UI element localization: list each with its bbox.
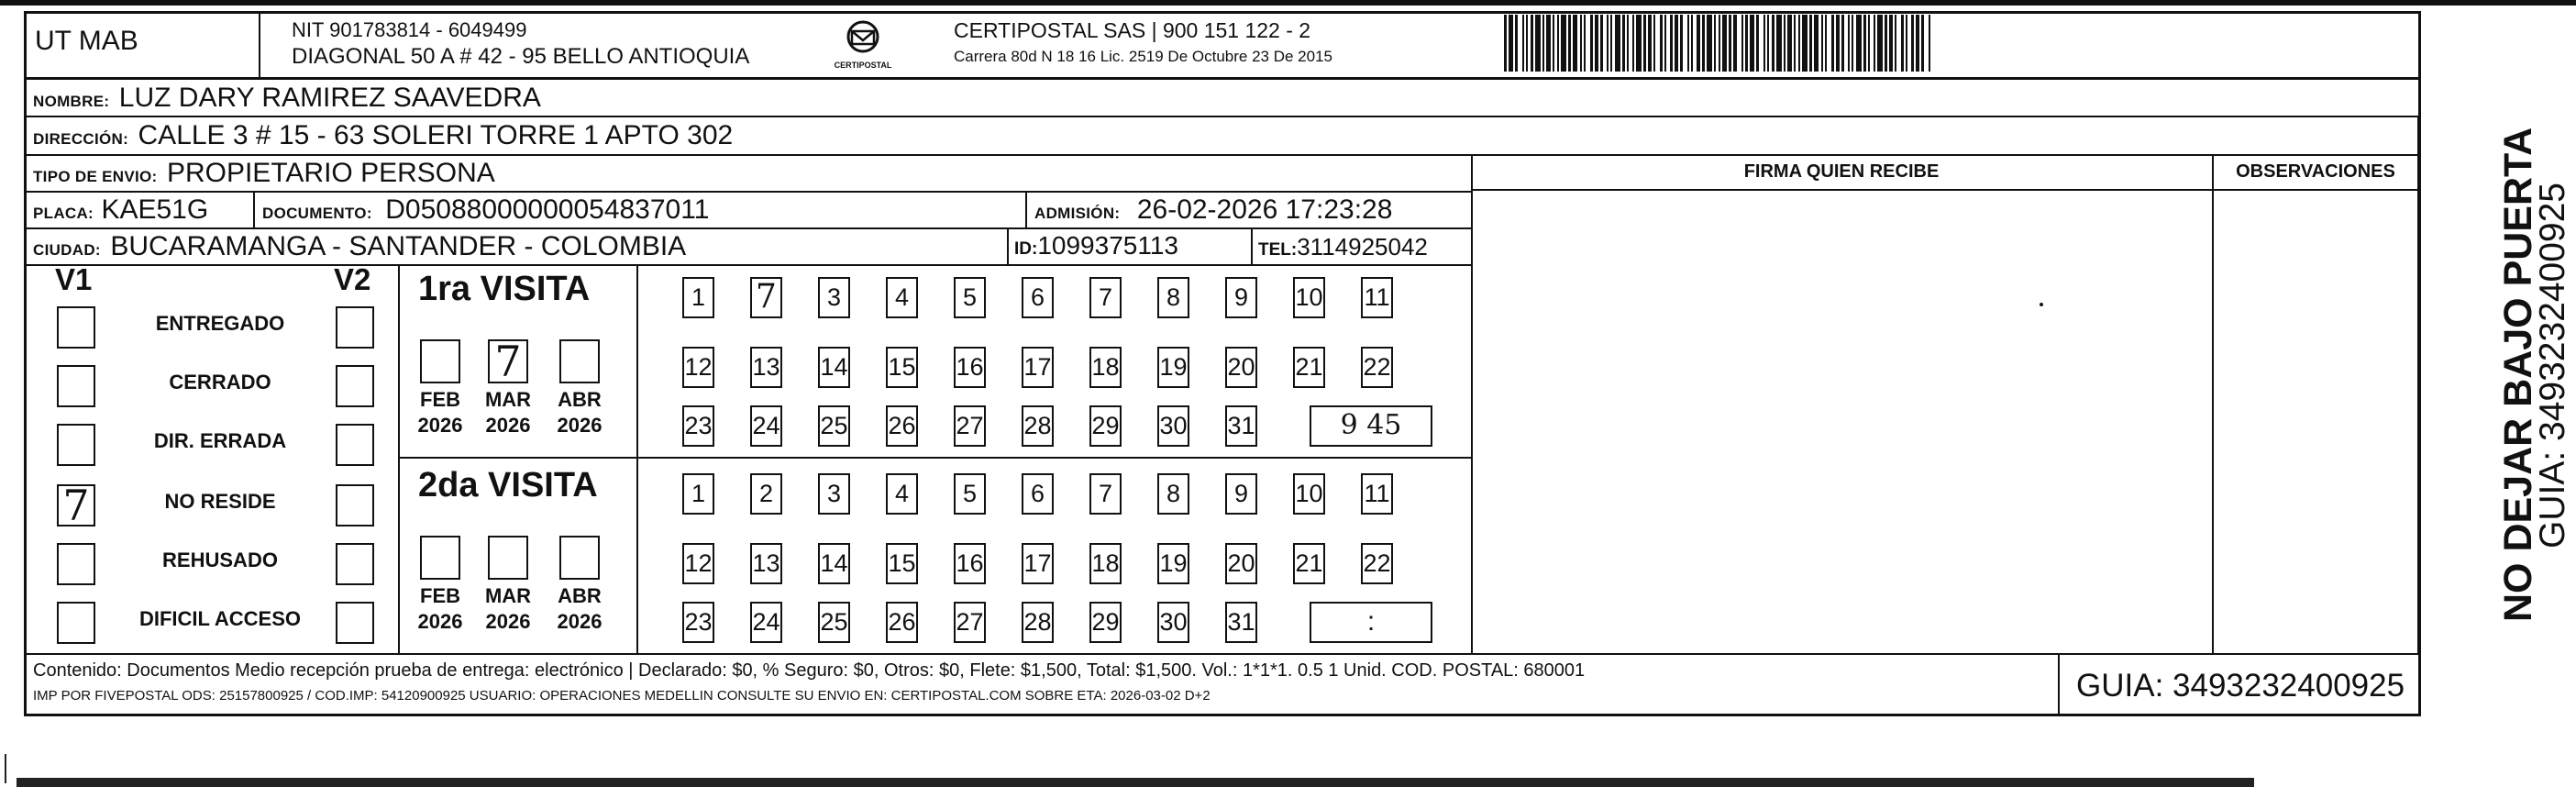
day-box[interactable]: 4 <box>886 473 918 515</box>
admission-divider <box>1025 191 1027 227</box>
bottom-border-strip <box>17 778 2254 787</box>
day-box[interactable]: 10 <box>1293 473 1325 515</box>
day-box[interactable]: 2 <box>750 473 782 515</box>
status-option-label: DIFICIL ACCESO <box>138 607 301 630</box>
day-box[interactable]: 24 <box>750 405 782 447</box>
day-box[interactable]: 28 <box>1022 602 1054 643</box>
v2-checkbox[interactable] <box>336 424 374 466</box>
certipostal-logo <box>830 17 896 73</box>
month-label: ABR <box>558 584 602 607</box>
day-box[interactable]: 22 <box>1361 543 1393 584</box>
day-box[interactable]: 7 <box>1089 277 1122 318</box>
day-box[interactable]: 6 <box>1022 277 1054 318</box>
day-box[interactable]: 16 <box>954 347 986 388</box>
v1-checkbox[interactable] <box>57 306 95 349</box>
v1-heading: V1 <box>55 262 93 296</box>
day-box[interactable]: 27 <box>954 405 986 447</box>
day-box[interactable]: 3 <box>818 277 850 318</box>
shipment-type: PROPIETARIO PERSONA <box>166 158 495 188</box>
visit-time-box[interactable]: : <box>1310 602 1432 643</box>
footer-print-line: IMP POR FIVEPOSTAL ODS: 25157800925 / COD.IMP: 54120900925 USUARIO: OPERACIONES MEDELLIN CONSULTE SU ENVIO EN: CERTIPOSTAL.COM SOBRE ETA: 2026-03-02 D+2 <box>33 688 1211 704</box>
month-year-label: 2026 <box>417 610 463 633</box>
day-box[interactable]: 14 <box>818 347 850 388</box>
month-checkbox[interactable] <box>559 536 600 580</box>
id-field <box>1014 231 1178 260</box>
day-box[interactable]: 7 <box>1089 473 1122 515</box>
day-box[interactable]: 21 <box>1293 543 1325 584</box>
day-box[interactable]: 1 <box>682 473 714 515</box>
footer-content-line: Contenido: Documentos Medio recepción prueba de entrega: electrónico | Declarado: $0, % Seguro: $0, Otros: $0, Flete: $1,500, Total: $1,500. Vol.: 1*1*1. 0.5 1 Unid. COD. POSTAL: 680001 <box>33 660 1586 681</box>
day-box[interactable]: 1 <box>682 277 714 318</box>
v1-checkbox[interactable] <box>57 481 95 530</box>
id-value: 1099375113 <box>1037 231 1178 260</box>
sender-nit: NIT 901783814 - 6049499 <box>292 18 527 41</box>
month-checkbox[interactable] <box>488 337 528 386</box>
document-field <box>262 194 709 226</box>
recipient-name: LUZ DARY RAMIREZ SAAVEDRA <box>118 83 541 113</box>
type-label: TIPO DE ENVIO: <box>33 168 158 185</box>
day-box[interactable]: 8 <box>1157 473 1189 515</box>
month-checkbox[interactable] <box>420 339 460 383</box>
tel-value: 3114925042 <box>1297 233 1428 260</box>
day-box[interactable]: 31 <box>1225 405 1257 447</box>
day-box[interactable]: 3 <box>818 473 850 515</box>
day-box[interactable]: 11 <box>1361 473 1393 515</box>
day-box[interactable]: 19 <box>1157 543 1189 584</box>
signature-left-rule <box>1471 154 1473 653</box>
v2-checkbox[interactable] <box>336 602 374 644</box>
day-box[interactable]: 9 <box>1225 277 1257 318</box>
no-dejar-warning: NO DEJAR BAJO PUERTA <box>2496 127 2540 622</box>
month-checkbox[interactable] <box>559 339 600 383</box>
footer-guia-divider <box>2058 653 2060 715</box>
visit-2-title: 2da VISITA <box>418 466 598 504</box>
v1-checkbox[interactable] <box>57 424 95 466</box>
city-value: BUCARAMANGA - SANTANDER - COLOMBIA <box>110 231 687 261</box>
day-box[interactable]: 17 <box>1022 543 1054 584</box>
tel-label: TEL: <box>1258 240 1298 260</box>
day-box[interactable]: 15 <box>886 543 918 584</box>
day-box[interactable]: 13 <box>750 347 782 388</box>
row-rule-3 <box>24 191 1473 193</box>
day-box[interactable]: 14 <box>818 543 850 584</box>
address-row <box>33 120 733 151</box>
day-box[interactable]: 30 <box>1157 405 1189 447</box>
day-box[interactable]: 12 <box>682 347 714 388</box>
document-value: D05088000000054837011 <box>385 194 710 225</box>
month-year-label: 2026 <box>417 414 463 437</box>
month-year-label: 2026 <box>485 610 531 633</box>
status-option-label: DIR. ERRADA <box>153 429 287 452</box>
logo-wordmark: CERTIPOSTAL <box>834 61 892 70</box>
header-bottom-rule <box>24 77 2421 80</box>
footer-guia: GUIA: 3493232400925 <box>2076 668 2405 704</box>
v2-checkbox[interactable] <box>336 484 374 526</box>
barcode <box>1504 15 2238 72</box>
day-box[interactable]: 15 <box>886 347 918 388</box>
plate-value: KAE51G <box>101 194 209 225</box>
day-box[interactable]: 22 <box>1361 347 1393 388</box>
day-box[interactable]: 25 <box>818 405 850 447</box>
month-label: ABR <box>558 388 602 411</box>
side-panel-rule <box>2417 116 2419 653</box>
day-box[interactable]: 27 <box>954 602 986 643</box>
month-label: MAR <box>484 388 532 411</box>
status-right-rule <box>398 264 400 653</box>
day-box[interactable]: 18 <box>1089 347 1122 388</box>
observations-left-rule <box>2212 154 2214 653</box>
v2-heading: V2 <box>334 262 371 296</box>
type-row <box>33 158 495 189</box>
day-box[interactable]: 19 <box>1157 347 1189 388</box>
observations-header: OBSERVACIONES <box>2236 161 2395 182</box>
day-box[interactable]: 20 <box>1225 347 1257 388</box>
day-box[interactable]: 18 <box>1089 543 1122 584</box>
day-box[interactable]: 29 <box>1089 405 1122 447</box>
envelope-logo-icon <box>830 17 896 73</box>
carrier-license: Carrera 80d N 18 16 Lic. 2519 De Octubre 23 De 2015 <box>954 48 1332 65</box>
month-year-label: 2026 <box>557 610 603 633</box>
v2-checkbox[interactable] <box>336 365 374 407</box>
admission-label: ADMISIÓN: <box>1034 205 1121 222</box>
side-guia: GUIA: 3493232400925 <box>2533 183 2572 549</box>
margin-tick <box>5 754 6 783</box>
month-label: MAR <box>484 584 532 607</box>
day-box[interactable]: 4 <box>886 277 918 318</box>
month-checkbox[interactable] <box>488 536 528 580</box>
admission-value: 26-02-2026 17:23:28 <box>1136 194 1393 225</box>
row-rule-2 <box>24 154 2421 156</box>
day-box[interactable]: 29 <box>1089 602 1122 643</box>
v2-checkbox[interactable] <box>336 543 374 585</box>
day-box[interactable]: 25 <box>818 602 850 643</box>
footer-top-rule <box>24 653 2421 655</box>
month-checkbox[interactable] <box>420 536 460 580</box>
day-box[interactable]: 17 <box>1022 347 1054 388</box>
visit-1-title: 1ra VISITA <box>418 270 591 308</box>
month-year-label: 2026 <box>557 414 603 437</box>
plate-label: PLACA: <box>33 205 94 222</box>
city-field <box>33 231 686 262</box>
status-option-label: CERRADO <box>169 371 271 393</box>
company-name: UT MAB <box>35 26 138 56</box>
day-box[interactable]: 23 <box>682 602 714 643</box>
day-box[interactable]: 23 <box>682 405 714 447</box>
status-option-label: ENTREGADO <box>155 312 285 335</box>
day-box[interactable]: 6 <box>1022 473 1054 515</box>
address-label: DIRECCIÓN: <box>33 130 129 148</box>
admission-field <box>1034 194 1392 226</box>
stray-dot <box>2040 303 2043 306</box>
tel-divider <box>1251 227 1253 264</box>
day-box[interactable]: 30 <box>1157 602 1189 643</box>
day-box[interactable]: 26 <box>886 405 918 447</box>
day-box[interactable]: 11 <box>1361 277 1393 318</box>
month-year-label: 2026 <box>485 414 531 437</box>
v2-checkbox[interactable] <box>336 306 374 349</box>
v1-checkbox[interactable] <box>57 365 95 407</box>
status-option-label: NO RESIDE <box>164 490 276 513</box>
right-header-rule <box>1471 189 2419 191</box>
day-box[interactable]: 28 <box>1022 405 1054 447</box>
row-rule-1 <box>24 116 2421 117</box>
day-box[interactable]: 21 <box>1293 347 1325 388</box>
day-box[interactable]: 13 <box>750 543 782 584</box>
carrier-name: CERTIPOSTAL SAS | 900 151 122 - 2 <box>954 18 1311 42</box>
month-label: FEB <box>420 584 460 607</box>
visit-divider-rule <box>398 457 1473 459</box>
id-divider <box>1007 227 1009 264</box>
month-label: FEB <box>420 388 460 411</box>
recipient-address: CALLE 3 # 15 - 63 SOLERI TORRE 1 APTO 302 <box>138 120 734 150</box>
day-box[interactable]: 10 <box>1293 277 1325 318</box>
day-box[interactable]: 24 <box>750 602 782 643</box>
plate-field <box>33 194 208 226</box>
day-box[interactable]: 31 <box>1225 602 1257 643</box>
visit-time-box[interactable]: 9 45 <box>1310 405 1432 447</box>
day-box[interactable]: 9 <box>1225 473 1257 515</box>
tel-field <box>1258 233 1428 261</box>
day-box[interactable]: 5 <box>954 473 986 515</box>
name-label: NOMBRE: <box>33 93 110 110</box>
day-box[interactable]: 7 <box>750 277 782 318</box>
day-box[interactable]: 16 <box>954 543 986 584</box>
day-box[interactable]: 26 <box>886 602 918 643</box>
row-rule-4 <box>24 227 1473 229</box>
top-border-strip <box>0 0 2576 6</box>
plate-divider <box>253 191 255 227</box>
city-label: CIUDAD: <box>33 241 101 259</box>
month-right-rule <box>636 264 638 653</box>
signature-header: FIRMA QUIEN RECIBE <box>1743 161 1940 182</box>
day-box[interactable]: 8 <box>1157 277 1189 318</box>
id-label: ID: <box>1014 239 1038 259</box>
day-box[interactable]: 20 <box>1225 543 1257 584</box>
day-box[interactable]: 12 <box>682 543 714 584</box>
name-row <box>33 83 541 114</box>
v1-checkbox[interactable] <box>57 543 95 585</box>
sender-address: DIAGONAL 50 A # 42 - 95 BELLO ANTIOQUIA <box>292 44 750 69</box>
v1-checkbox[interactable] <box>57 602 95 644</box>
barcode-bar <box>1930 15 1932 72</box>
day-box[interactable]: 5 <box>954 277 986 318</box>
header-divider <box>259 11 260 77</box>
row-rule-5 <box>24 264 1473 266</box>
checkbox-mark: 7 <box>494 337 522 386</box>
status-option-label: REHUSADO <box>162 549 278 571</box>
checkbox-mark: 7 <box>62 481 90 530</box>
document-label: DOCUMENTO: <box>262 205 372 222</box>
